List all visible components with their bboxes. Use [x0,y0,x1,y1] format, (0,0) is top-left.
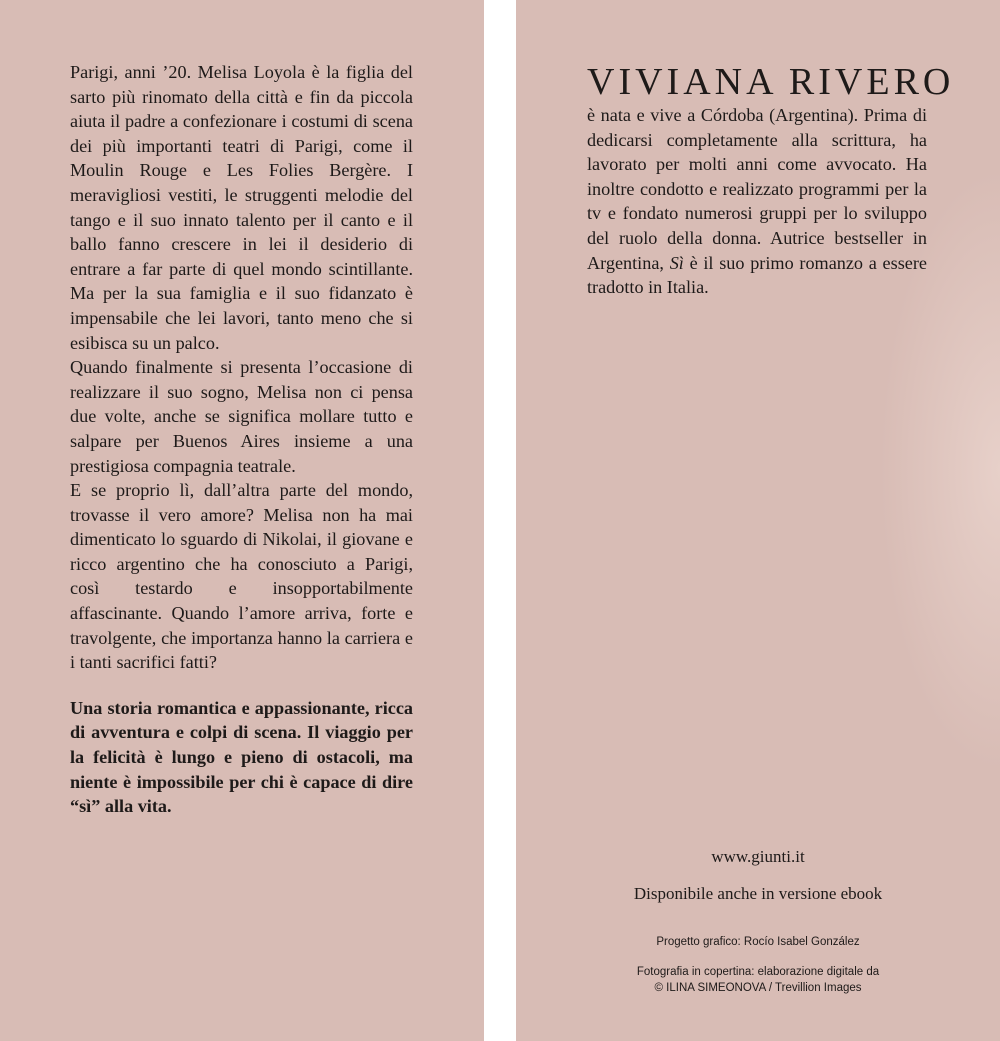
author-bio-text-end: è il suo primo romanzo a essere tradotto in Italia. [587,252,927,298]
author-bio-text: è nata e vive a Córdoba (Argentina). Prima di dedicarsi completamente alla scrittura, ha lavorato per molti anni come avvocato. Ha inoltre condotto e realizzato programmi per la tv e fondato numerosi gruppi per lo sviluppo del ruolo della donna. Autrice bestseller in Argentina, [587,105,927,273]
author-bio [587,103,927,300]
synopsis-paragraph: Parigi, anni ’20. Melisa Loyola è la figlia del sarto più rinomato della città e fin da piccola aiuta il padre a confezionare i costumi di scena dei più importanti teatri di Parigi, come il Moulin Rouge e Les Folies Bergère. I meravigliosi vestiti, le struggenti melodie del tango e il suo innato talento per il canto e il ballo fanno crescere in lei il desiderio di entrare a far parte di quel mondo scintillante. Ma per la sua famiglia e il suo fidanzato è impensabile che lei lavori, tanto meno che si esibisca su un palco. [70,62,413,353]
photo-credit [516,964,1000,996]
author-name: VIVIANA RIVERO [587,61,955,103]
photo-credit-line: © ILINA SIMEONOVA / Trevillion Images [654,982,862,994]
synopsis-paragraph: Quando finalmente si presenta l’occasione di realizzare il suo sogno, Melisa non ci pensa due volte, anche se significa mollare tutto e salpare per Buenos Aires insieme a una prestigiosa compagnia teatrale. [70,357,413,476]
book-title: Sì [669,252,684,273]
synopsis-paragraph: E se proprio lì, dall’altra parte del mondo, trovasse il vero amore? Melisa non ha mai dimenticato lo sguardo di Nikolai, il giovane e ricco argentino che ha conosciuto a Parigi, così testardo e insopportabilmente affascinante. Quando l’amore arriva, forte e travolgente, che importanza hanno la carriera e i tanti sacrifici fatti? [70,480,413,673]
synopsis-tagline: Una storia romantica e appassionante, ricca di avventura e colpi di scena. Il viaggio per la felicità è lungo e pieno di ostacoli, ma niente è impossibile per chi è capace di dire “sì” alla vita. [70,697,413,817]
back-flap-panel [0,0,484,1041]
ebook-availability: Disponibile anche in versione ebook [633,884,883,903]
book-synopsis [70,60,413,819]
design-credit: Progetto grafico: Rocío Isabel González [656,936,860,948]
photo-credit-line: Fotografia in copertina: elaborazione digitale da [636,966,880,978]
publisher-website: www.giunti.it [711,847,805,866]
